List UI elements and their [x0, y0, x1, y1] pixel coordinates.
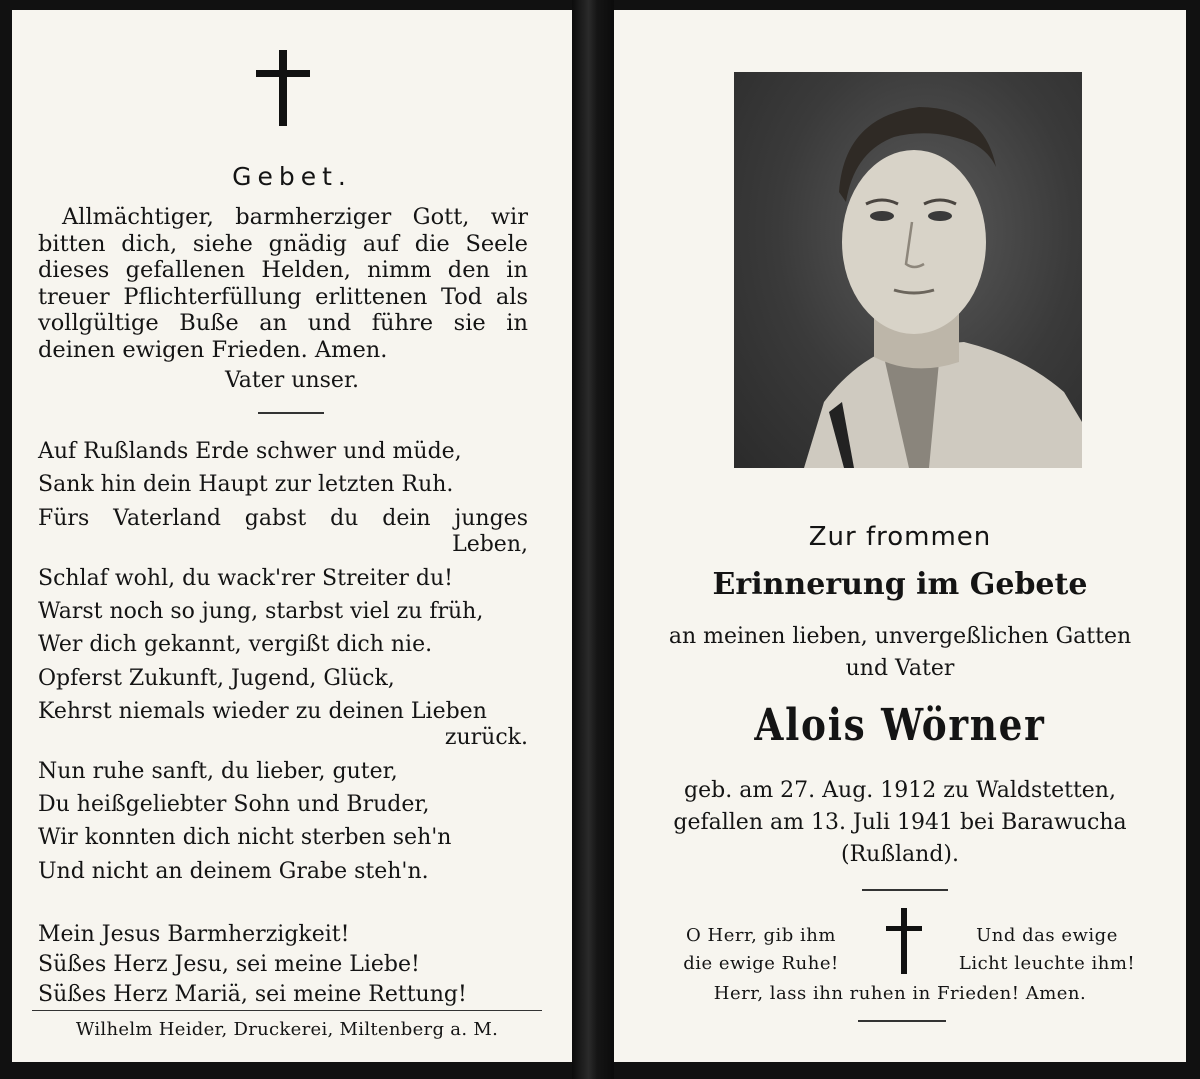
dedication-line: und Vater — [845, 656, 955, 681]
poem-line: Leben, — [452, 532, 528, 557]
dedication-line: an meinen lieben, unvergeßlichen Gatten — [668, 624, 1132, 649]
cross-icon — [256, 50, 310, 126]
prayer-line: vollgültige Buße an und führe sie in — [38, 310, 528, 336]
poem-line: Sank hin dein Haupt zur letzten Ruh. — [38, 472, 454, 497]
blessing-bottom: Herr, lass ihn ruhen in Frieden! Amen. — [713, 983, 1087, 1004]
prayer-line: deinen ewigen Frieden. Amen. — [38, 336, 388, 363]
poem-line: Opferst Zukunft, Jugend, Glück, — [38, 666, 395, 691]
prayer-text — [38, 204, 528, 363]
poem-line: Nun ruhe sanft, du lieber, guter, — [38, 759, 398, 784]
poem-line: Wer dich gekannt, vergißt dich nie. — [38, 632, 433, 657]
cross-icon — [886, 908, 922, 974]
divider — [858, 1020, 946, 1022]
blessing-right — [942, 922, 1152, 978]
divider — [862, 889, 948, 891]
vater-unser: Vater unser. — [224, 368, 360, 393]
card-fold — [572, 0, 614, 1079]
prayer-line: Allmächtiger, barmherziger Gott, wir — [62, 204, 528, 230]
printer-imprint: Wilhelm Heider, Druckerei, Miltenberg a. M. — [32, 1010, 542, 1040]
deceased-name: Alois Wörner — [754, 700, 1046, 751]
prayer-title: Gebet. — [232, 162, 352, 191]
poem-line: Und nicht an deinem Grabe steh'n. — [38, 859, 429, 884]
invocation-line: Mein Jesus Barmherzigkeit! — [38, 922, 350, 947]
poem-line: Auf Rußlands Erde schwer und müde, — [38, 439, 462, 464]
memorial-card — [614, 10, 1186, 1062]
poem-line: Fürs Vaterland gabst du dein junges — [38, 506, 528, 531]
prayer-line: bitten dich, siehe gnädig auf die Seele — [38, 230, 528, 257]
portrait-photo — [734, 72, 1082, 468]
birth-line: geb. am 27. Aug. 1912 zu Waldstetten, — [684, 778, 1116, 803]
invocation-line: Süßes Herz Mariä, sei meine Rettung! — [38, 982, 467, 1007]
heading-erinnerung: Erinnerung im Gebete — [712, 567, 1088, 602]
prayer-card — [12, 10, 572, 1062]
divider — [258, 412, 324, 414]
heading-zur-frommen: Zur frommen — [808, 522, 992, 552]
blessing-line: die ewige Ruhe! — [683, 953, 839, 974]
poem-line: Wir konnten dich nicht sterben seh'n — [38, 825, 452, 850]
blessing-line: Und das ewige — [976, 925, 1118, 946]
poem-line: zurück. — [444, 725, 528, 750]
poem-line: Warst noch so jung, starbst viel zu früh, — [38, 599, 484, 624]
poem-line: Du heißgeliebter Sohn und Bruder, — [38, 792, 430, 817]
poem-line: Schlaf wohl, du wack'rer Streiter du! — [38, 566, 454, 591]
blessing-line: O Herr, gib ihm — [686, 925, 836, 946]
prayer-line: treuer Pflichterfüllung erlittenen Tod als — [38, 283, 528, 310]
blessing-line: Licht leuchte ihm! — [958, 953, 1136, 974]
invocation-line: Süßes Herz Jesu, sei meine Liebe! — [38, 952, 420, 977]
country-line: (Rußland). — [841, 842, 959, 867]
death-line: gefallen am 13. Juli 1941 bei Barawucha — [673, 810, 1127, 835]
prayer-line: dieses gefallenen Helden, nimm den in — [38, 257, 528, 283]
blessing-left — [666, 922, 856, 978]
poem-line: Kehrst niemals wieder zu deinen Lieben — [38, 699, 487, 724]
